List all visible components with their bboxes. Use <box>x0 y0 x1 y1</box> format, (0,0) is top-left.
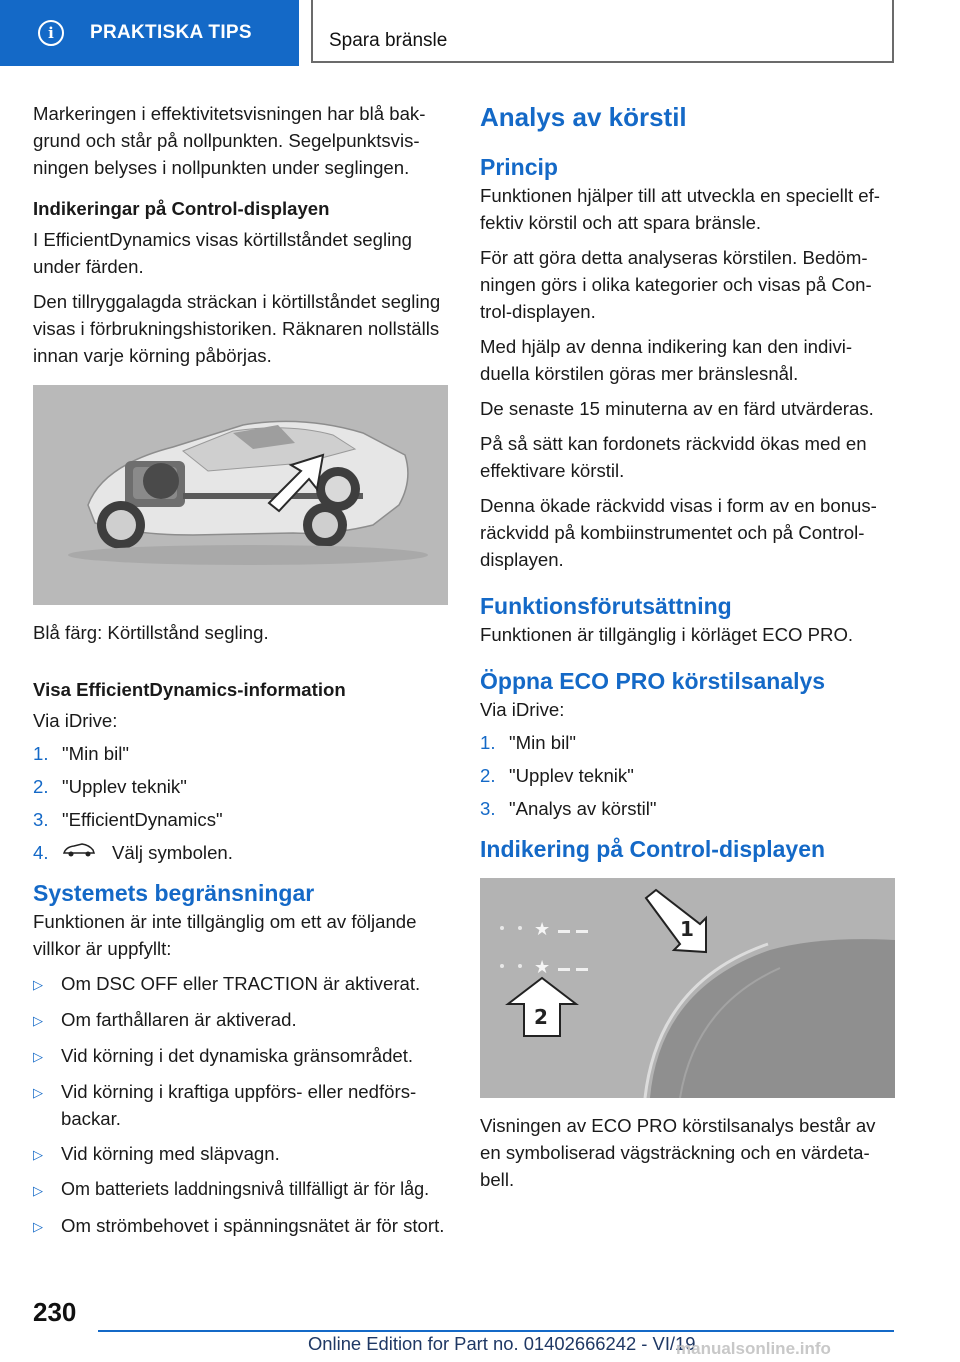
limits-heading: Systemets begränsningar <box>33 880 315 906</box>
show-info-heading: Visa EfficientDynamics-information <box>33 679 346 700</box>
edition-text: Online Edition for Part no. 01402666242 - VI/19 <box>308 1333 696 1354</box>
svg-text:★: ★ <box>534 957 551 978</box>
indicator-paragraph-1: I EfficientDynamics visas körtillståndet segling under färden. <box>33 229 412 277</box>
list-item: 3. "EfficientDynamics" <box>33 809 223 830</box>
list-item: 1. "Min bil" <box>480 732 576 753</box>
bullet-triangle-icon: ▷ <box>33 1013 43 1028</box>
car-figure <box>33 385 448 605</box>
principle-paragraph-1: Funktionen hjälper till att utveckla en speciellt ef-fektiv körstil och att spara bränsle. <box>480 185 880 233</box>
list-item: ▷ Vid körning i det dynamiska gränsområdet. <box>33 1042 448 1070</box>
list-item: ▷ Om strömbehovet i spänningsnätet är för stort. <box>33 1212 448 1240</box>
page-title: Analys av körstil <box>480 102 687 132</box>
bullet-triangle-icon: ▷ <box>33 1147 43 1162</box>
footer-divider <box>98 1330 894 1332</box>
info-icon: i <box>38 20 64 46</box>
section-header <box>311 0 894 63</box>
eco-pro-figure <box>480 878 895 1098</box>
idrive-steps-left <box>33 740 448 866</box>
list-item: 2. "Upplev teknik" <box>33 776 187 797</box>
list-item: ▷ Om DSC OFF eller TRACTION är aktiverat. <box>33 970 448 998</box>
list-item: 2. "Upplev teknik" <box>480 765 634 786</box>
bullet-triangle-icon: ▷ <box>33 1183 43 1198</box>
list-item: 3. "Analys av körstil" <box>480 798 657 819</box>
right-column <box>480 100 896 1201</box>
requirement-text: Funktionen är tillgänglig i körläget ECO PRO. <box>480 624 854 645</box>
bullet-triangle-icon: ▷ <box>33 1049 43 1064</box>
principle-paragraph-2: För att göra detta analyseras körstilen. Bedöm-ningen görs i olika kategorier och visas på Con-trol-displayen. <box>480 247 872 322</box>
limits-list <box>33 970 448 1240</box>
requirement-heading: Funktionsförutsättning <box>480 593 732 619</box>
list-item: ▷ Vid körning med släpvagn. <box>33 1140 448 1168</box>
indicator-paragraph-2: Den tillryggalagda sträckan i körtillståndet segling visas i förbrukningshistoriken. Räknaren nollställs innan varje körning påbörjas. <box>33 291 441 366</box>
bullet-triangle-icon: ▷ <box>33 1219 43 1234</box>
idrive-steps-right <box>480 729 896 822</box>
bullet-triangle-icon: ▷ <box>33 1085 43 1100</box>
efficient-dynamics-car-icon <box>62 839 100 866</box>
section-title: Spara bränsle <box>329 30 448 51</box>
list-item: ▷ Om farthållaren är aktiverad. <box>33 1006 448 1034</box>
figure-label-1: 1 <box>680 917 694 941</box>
open-analysis-heading: Öppna ECO PRO körstilsanalys <box>480 668 826 694</box>
chapter-label: PRAKTISKA TIPS <box>90 22 252 43</box>
eco-pro-illustration <box>480 878 895 1098</box>
principle-paragraph-3: Med hjälp av denna indikering kan den indivi-duella körstilen göras mer bränslesnål. <box>480 336 853 384</box>
principle-paragraph-6: Denna ökade räckvidd visas i form av en bonus-räckvidd på kombiinstrumentet och på Control-displayen. <box>480 495 877 570</box>
display-heading: Indikering på Control-displayen <box>480 836 826 862</box>
display-caption: Visningen av ECO PRO körstilsanalys består av en symboliserad vägsträckning och en värdeta-bell. <box>480 1115 876 1190</box>
car-illustration <box>33 385 448 605</box>
principle-paragraph-5: På så sätt kan fordonets räckvidd ökas med en effektivare körstil. <box>480 433 867 481</box>
list-item: ▷ Vid körning i kraftiga uppförs- eller nedförs-backar. <box>33 1078 448 1132</box>
principle-paragraph-4: De senaste 15 minuterna av en färd utvärderas. <box>480 398 874 419</box>
chapter-tab[interactable] <box>0 0 299 66</box>
principle-heading: Princip <box>480 154 558 180</box>
svg-text:★: ★ <box>534 919 551 940</box>
left-column <box>33 100 448 1248</box>
via-idrive-left: Via iDrive: <box>33 710 118 731</box>
list-item: 1. "Min bil" <box>33 743 129 764</box>
via-idrive-right: Via iDrive: <box>480 699 565 720</box>
figure-label-2: 2 <box>534 1005 548 1029</box>
watermark: manualsonline.info <box>676 1339 831 1358</box>
list-item: 4. Välj symbolen. <box>33 839 448 866</box>
figure-caption: Blå färg: Körtillstånd segling. <box>33 622 269 643</box>
bullet-triangle-icon: ▷ <box>33 977 43 992</box>
page-number: 230 <box>33 1297 77 1327</box>
limits-intro: Funktionen är inte tillgänglig om ett av följande villkor är uppfyllt: <box>33 911 417 959</box>
indicator-heading: Indikeringar på Control-displayen <box>33 198 330 219</box>
list-item: ▷ Om batteriets laddningsnivå tillfälligt är för låg. <box>33 1176 448 1204</box>
intro-paragraph: Markeringen i effektivitetsvisningen har blå bak-grund och står på nollpunkten. Segelpunktsvis-ningen belyses i nollpunkten under seglingen. <box>33 103 426 178</box>
